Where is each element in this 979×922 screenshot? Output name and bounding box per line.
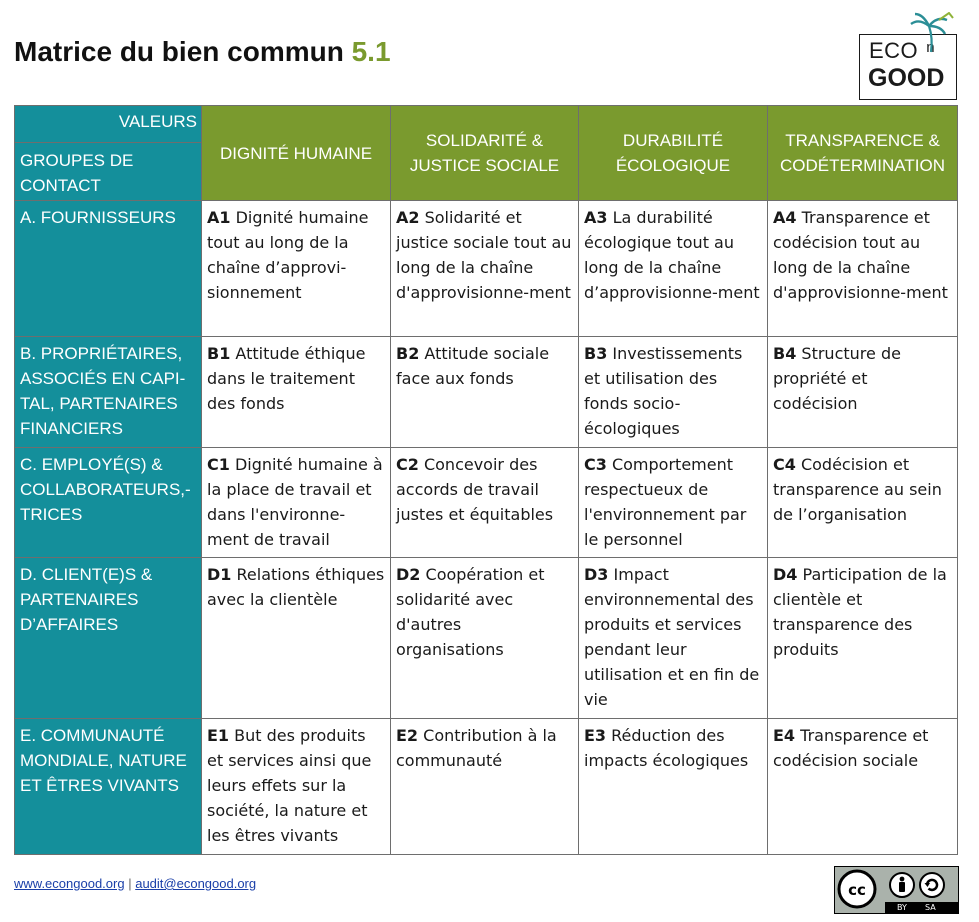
matrix-cell-c1: C1 Dignité humaine à la place de travail et dans l'environne-ment de travail bbox=[202, 448, 391, 558]
matrix-cell-c2: C2 Concevoir des accords de travail justes et équitables bbox=[391, 448, 579, 558]
value-header-durabilite: DURABILITÉ ÉCOLOGIQUE bbox=[579, 106, 768, 201]
footer-links bbox=[14, 876, 256, 891]
cc-license-badge bbox=[834, 866, 959, 914]
matrix-cell-d3: D3 Impact environnemental des produits et services pendant leur utilisation et en fin de vie bbox=[579, 558, 768, 719]
value-header-transparence: TRANSPARENCE & CODÉTERMINATION bbox=[768, 106, 958, 201]
header-row bbox=[15, 106, 958, 201]
cc-icon bbox=[839, 871, 875, 907]
row-clients bbox=[15, 558, 958, 719]
email-link[interactable]: audit@econgood.org bbox=[135, 876, 257, 891]
value-header-solidarite: SOLIDARITÉ & JUSTICE SOCIALE bbox=[391, 106, 579, 201]
matrix-cell-b3: B3 Investissements et utilisation des fonds socio-écologiques bbox=[579, 337, 768, 448]
palm-tree-icon bbox=[909, 12, 955, 56]
group-label: B. PROPRIÉTAIRES, ASSOCIÉS EN CAPI-TAL, PARTENAIRES FINANCIERS bbox=[15, 337, 202, 448]
matrix-cell-e4: E4 Transparence et codécision sociale bbox=[768, 719, 958, 855]
by-person-icon bbox=[890, 873, 914, 897]
logo-eco-text: ECO $^n$ bbox=[869, 38, 936, 63]
by-label: BY bbox=[897, 903, 907, 912]
title-version: 5.1 bbox=[351, 36, 391, 67]
group-label: C. EMPLOYÉ(S) & COLLABORATEURS,-TRICES bbox=[15, 448, 202, 558]
matrix-cell-b2: B2 Attitude sociale face aux fonds bbox=[391, 337, 579, 448]
matrix-cell-a2: A2 Solidarité et justice sociale tout au long de la chaîne d'approvisionne-ment bbox=[391, 201, 579, 337]
row-employes bbox=[15, 448, 958, 558]
matrix-cell-c3: C3 Comportement respectueux de l'environnement par le personnel bbox=[579, 448, 768, 558]
matrix-cell-b4: B4 Structure de propriété et codécision bbox=[768, 337, 958, 448]
group-label: D. CLIENT(E)S & PARTENAIRES D’AFFAIRES bbox=[15, 558, 202, 719]
groupes-label: GROUPES DE CONTACT bbox=[20, 151, 134, 195]
matrix-cell-d4: D4 Participation de la clientèle et transparence des produits bbox=[768, 558, 958, 719]
matrix-cell-a4: A4 Transparence et codécision tout au long de la chaîne d'approvisionne-ment bbox=[768, 201, 958, 337]
license-bar bbox=[885, 902, 958, 913]
matrix-cell-a1: A1 Dignité humaine tout au long de la chaîne d’approvi-sionnement bbox=[202, 201, 391, 337]
matrix-cell-e2: E2 Contribution à la communauté bbox=[391, 719, 579, 855]
valeurs-label: VALEURS bbox=[118, 112, 197, 131]
econgood-logo bbox=[859, 12, 957, 100]
value-header-dignite: DIGNITÉ HUMAINE bbox=[202, 106, 391, 201]
svg-text:cc: cc bbox=[848, 881, 866, 899]
matrix-cell-c4: C4 Codécision et transparence au sein de l’organisation bbox=[768, 448, 958, 558]
footer-separator: | bbox=[128, 876, 132, 891]
row-fournisseurs bbox=[15, 201, 958, 337]
row-proprietaires bbox=[15, 337, 958, 448]
matrix-cell-d1: D1 Relations éthiques avec la clientèle bbox=[202, 558, 391, 719]
corner-divider bbox=[15, 142, 201, 143]
corner-header bbox=[15, 106, 202, 201]
share-alike-icon bbox=[920, 873, 944, 897]
page-title bbox=[14, 36, 391, 68]
title-main: Matrice du bien commun bbox=[14, 36, 344, 67]
website-link[interactable]: www.econgood.org bbox=[14, 876, 125, 891]
matrix-cell-e1: E1 But des produits et services ainsi que leurs effets sur la société, la nature et les êtres vivants bbox=[202, 719, 391, 855]
group-label: A. FOURNISSEURS bbox=[15, 201, 202, 337]
group-label: E. COMMUNAUTÉ MONDIALE, NATURE ET ÊTRES VIVANTS bbox=[15, 719, 202, 855]
matrix-cell-b1: B1 Attitude éthique dans le traitement des fonds bbox=[202, 337, 391, 448]
matrix-cell-e3: E3 Réduction des impacts écologiques bbox=[579, 719, 768, 855]
common-good-matrix bbox=[14, 105, 958, 855]
sa-label: SA bbox=[925, 903, 936, 912]
matrix-cell-d2: D2 Coopération et solidarité avec d'autres organisations bbox=[391, 558, 579, 719]
matrix-cell-a3: A3 La durabilité écologique tout au long de la chaîne d’approvisionne-ment bbox=[579, 201, 768, 337]
logo-good-text: GOOD bbox=[868, 64, 945, 92]
row-communaute bbox=[15, 719, 958, 855]
